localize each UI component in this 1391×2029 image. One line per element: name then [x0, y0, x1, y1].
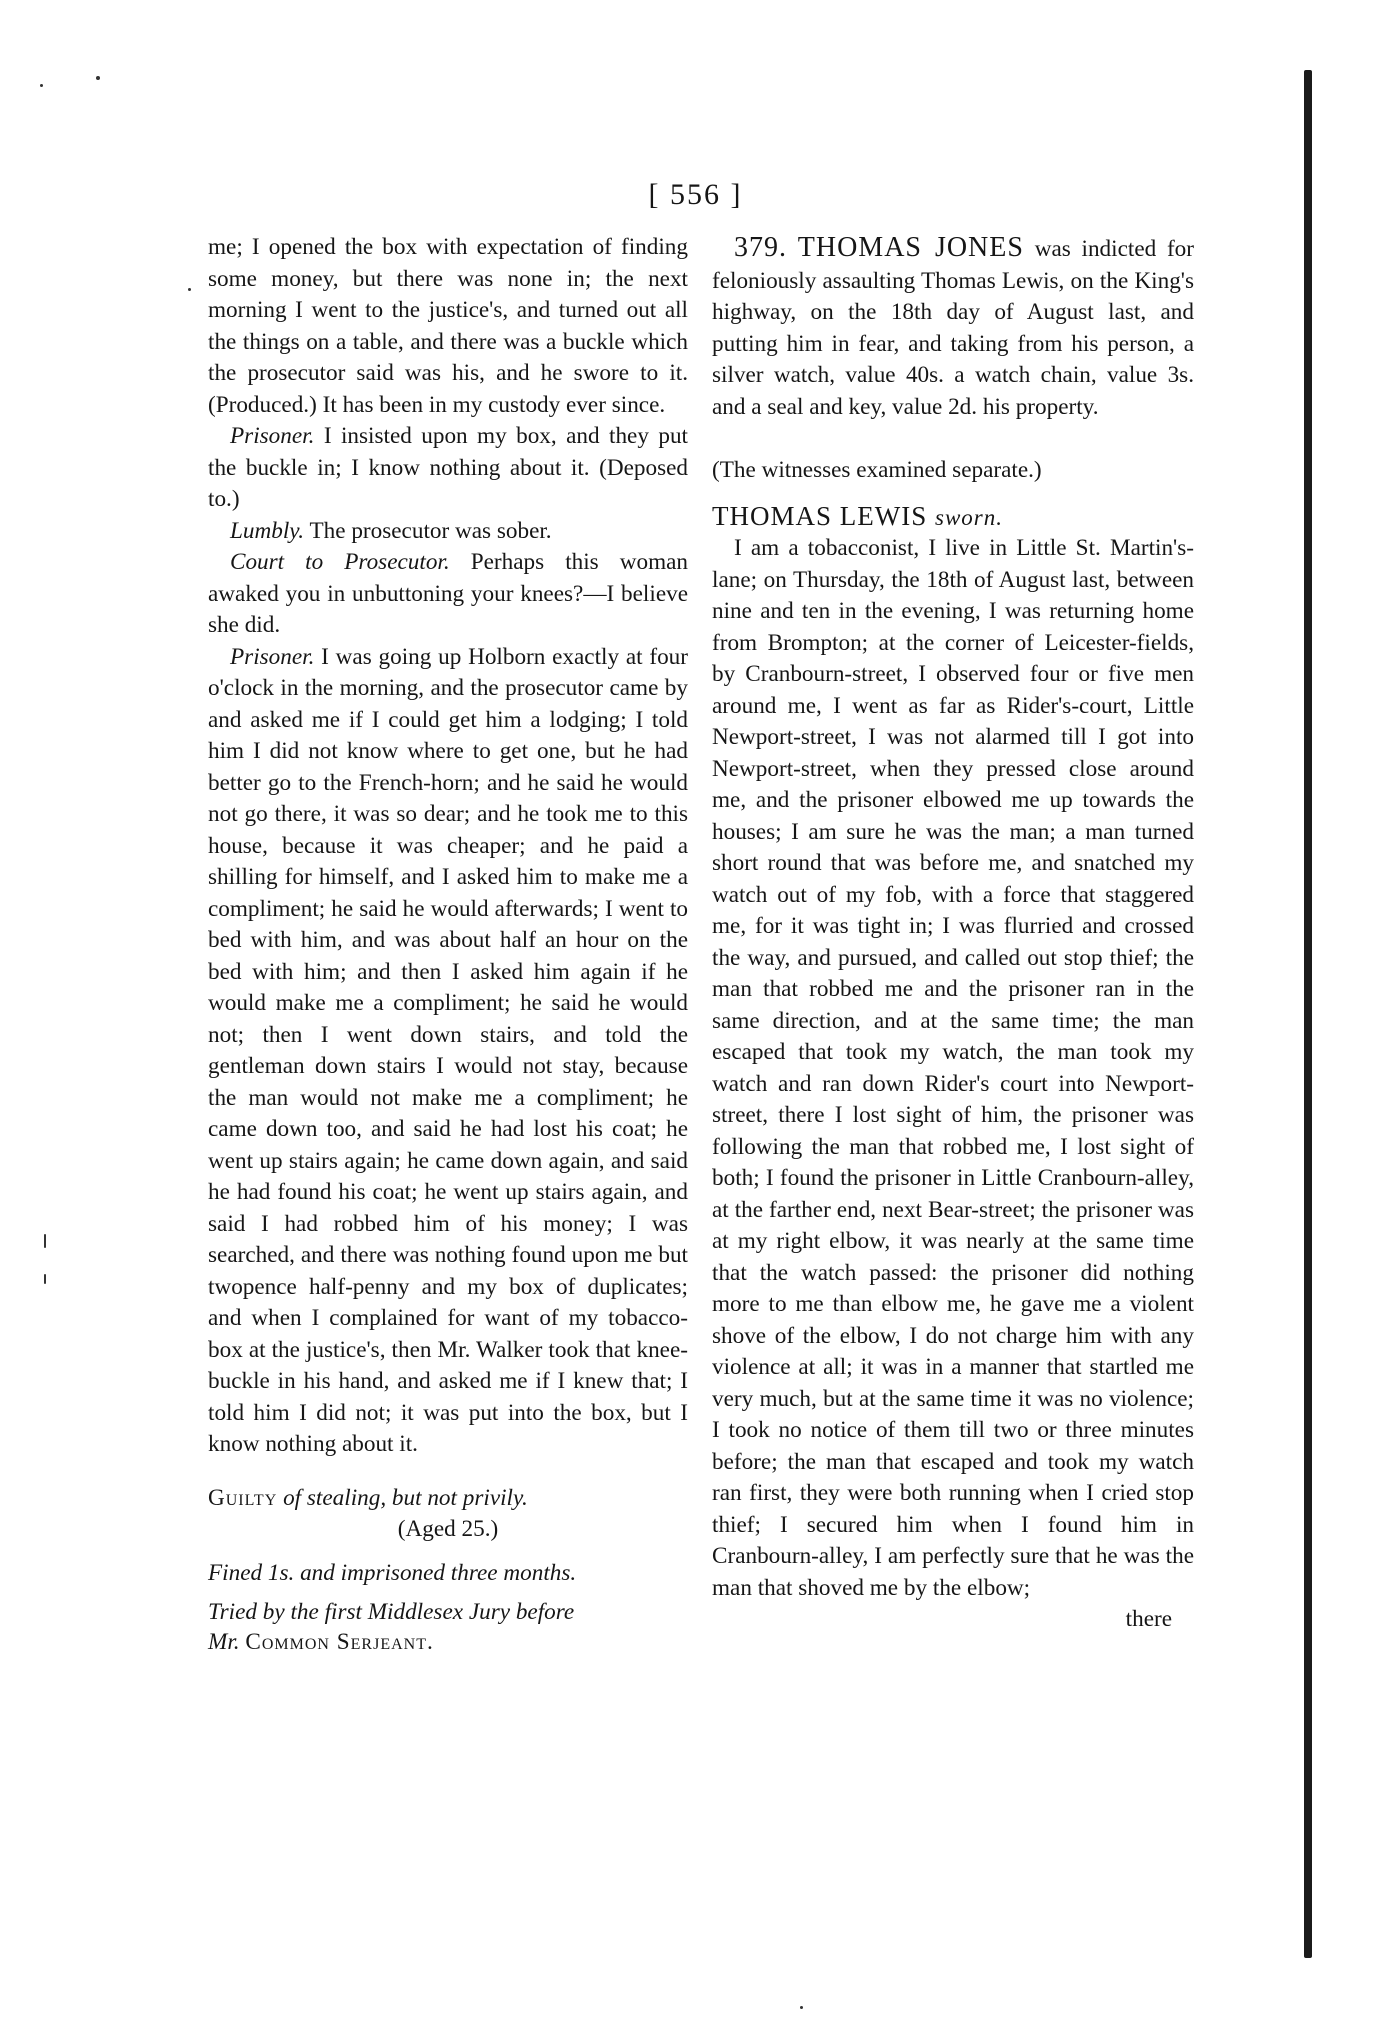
- print-speck: [800, 2006, 803, 2009]
- speech-text: Perhaps this woman awaked you in unbuttoning your knees?—I believe she did.: [208, 549, 689, 638]
- paragraph: me; I opened the box with expectation of finding some money, but there was none in; the next morning I went to the justice's, and turned out all the things on a table, and there was a buckle which the prosecutor said was his, and he swore to it. (Produced.) It has been in my custody ever since.: [208, 234, 688, 418]
- trial-note-mr: Mr.: [208, 1629, 240, 1655]
- speech-text: I was going up Holborn exactly at four o'clock in the morning, and the prosecutor came by and asked me if I could get him a lodging; I told him I did not know where to get one, but he had better go to the French-horn; and he said he would not go there, it was so dear; and he took me to this house, because it was cheaper; and he paid a shilling for himself, and I asked him to make me a compliment; he said he would afterwards; I went to bed with him, and was about half an hour on the bed with him; and then I asked him again if he would make me a compliment; he said he would not; then I went down stairs, and told the gentleman down stairs I would not stay, because the man would not make me a compliment; he came down too, and said he had lost his coat; he went up stairs again; he came down again, and said he had found his coat; he went up stairs again, and said I had robbed him of his money; I was searched, and there was nothing found upon me but twopence half-penny and my box of duplicates; and when I complained for want of my tobacco-box at the justice's, then Mr. Walker took that knee-buckle in his hand, and asked me if I knew that; I told him I did not; it was put into the box, but I know nothing about it.: [208, 643, 688, 1457]
- witness-heading: [712, 501, 1194, 534]
- paragraph: [208, 642, 688, 1461]
- speaker-label: Lumbly.: [230, 517, 305, 544]
- case-number: 379.: [734, 232, 787, 263]
- witness-name: THOMAS LEWIS: [712, 500, 928, 531]
- right-column: [712, 232, 1194, 1636]
- paragraph: [208, 421, 688, 516]
- print-speck: [96, 76, 100, 80]
- verdict-detail: of stealing, but not privily.: [283, 1484, 528, 1511]
- paragraph: [208, 547, 688, 642]
- defendant-name: THOMAS JONES: [797, 232, 1024, 263]
- witnesses-note: (The witnesses examined separate.): [712, 457, 1042, 483]
- page-number: [ 556 ]: [648, 178, 743, 211]
- speech-text: I insisted upon my box, and they put the buckle in; I know nothing about it. (Deposed to.): [208, 423, 688, 512]
- speaker-label: Prisoner.: [230, 643, 315, 670]
- trial-note: [208, 1597, 688, 1657]
- indictment-text: was indicted for feloniously assaulting Thomas Lewis, on the King's highway, on the 18th day of August last, and putting him in fear, and taking from his person, a silver watch, value 40s. a watch chain, value 3s. and a seal and key, value 2d. his property.: [712, 236, 1194, 420]
- trial-note-line: Tried by the first Middlesex Jury before: [208, 1599, 575, 1625]
- print-speck: [44, 1274, 46, 1284]
- prisoner-age: (Aged 25.): [397, 1516, 499, 1542]
- judge-name: Common Serjeant.: [245, 1629, 434, 1655]
- verdict: [208, 1483, 688, 1515]
- speech-text: The prosecutor was sober.: [309, 517, 552, 544]
- print-speck: [44, 1234, 46, 1248]
- left-column: [208, 232, 688, 1657]
- sentence: Fined 1s. and imprisoned three months.: [208, 1559, 577, 1586]
- catchword: there: [1125, 1606, 1172, 1632]
- print-speck: [188, 288, 191, 291]
- verdict-word: Guilty: [208, 1484, 278, 1511]
- case-paragraph: [712, 232, 1194, 423]
- witness-sworn: sworn.: [935, 504, 1003, 530]
- margin-rule: [1304, 70, 1312, 1958]
- testimony: I am a tobacconist, I live in Little St. Martin's-lane; on Thursday, the 18th of August last, between nine and ten in the evening, I was returning home from Brompton; at the corner of Leicester-fields, by Cranbourn-street, I observed four or five men around me, I went as far as Rider's-court, Little Newport-street, I was not alarmed till I got into Newport-street, when they pressed close around me, and the prisoner elbowed me up towards the houses; I am sure he was the man; a man turned short round that was before me, and snatched my watch out of my fob, with a force that staggered me, for it was tight in; I was flurried and crossed the way, and pursued, and called out stop thief; the man that robbed me and the prisoner ran in the same direction, and at the same time; the man escaped that took my watch, the man took my watch and ran down Rider's court into Newport-street, there I lost sight of him, the prisoner was following the man that robbed me, I lost sight of both; I found the prisoner in Little Cranbourn-alley, at the farther end, next Bear-street; the prisoner was at my right elbow, it was nearly at the same time that the watch passed: the prisoner did nothing more to me than elbow me, he gave me a violent shove of the elbow, I do not charge him with any violence at all; it was in a manner that startled me very much, but at the same time it was no violence; I took no notice of them till two or three minutes before; the man that escaped and took my watch ran first, they were both running when I cried stop thief; I secured him when I found him in Cranbourn-alley, I am perfectly sure that he was the man that shoved me by the elbow;: [712, 535, 1194, 1601]
- speaker-label: Court to Prosecutor.: [230, 549, 450, 575]
- print-speck: [40, 84, 43, 87]
- speaker-label: Prisoner.: [230, 423, 315, 449]
- paragraph: [208, 516, 688, 548]
